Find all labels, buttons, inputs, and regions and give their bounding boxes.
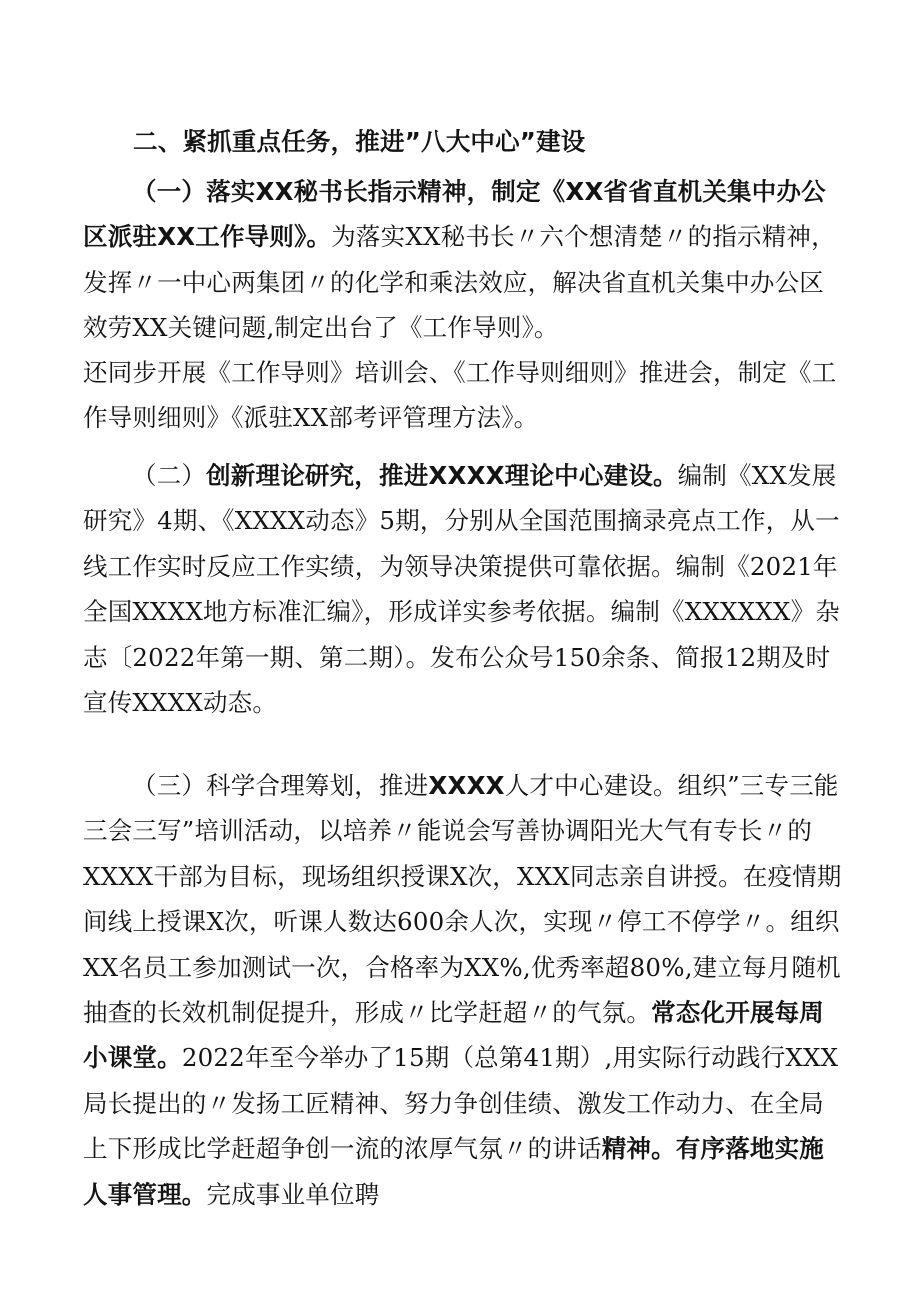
paragraph-body: 2022年至今举办了15期（总第41期）,用实际行动践行XXX局长提出的〃发扬工匠精神、努力争创佳绩、激发工作动力、在全局上下形成比学赶超争创一流的浓厚气氛〃的讲话 [83,1043,839,1164]
paragraph-lead-bold: 创新理论研究，推进XXXX理论中心建设。 [206,461,678,490]
paragraph-bold-fragment: 精神。有序落地实施人事管理。 [83,1134,825,1209]
paragraph-body: 人才中心建设。组织”三专三能三会三写”培训活动，以培养〃能说会写善协调阳光大气有专长〃的XXXX干部为目标，现场组织授课X次，XXX同志亲自讲授。在疫情期间线上授课X次，听课人数达600余人次，实现〃停工不停学〃。组织XX名员工参加测试一次，合格率为XX%,优秀率超80%,建立每月随机抽查的长效机制促提升，形成〃比学赶超〃的气氛。 [83,771,842,1028]
paragraph-talent-center [83,763,845,1217]
paragraph-lead-bold: （一）落实XX秘书长指示精神，制定《XX省省直机关集中办公区派驻XX工作导则》。 [83,177,826,252]
paragraph-theory-center [83,453,845,725]
section-heading: 二、紧抓重点任务，推进”八大中心”建设 [133,127,586,156]
paragraph-body: 完成事业单位聘 [206,1179,380,1209]
paragraph-bold-fragment: XXXX [428,771,505,800]
paragraph-bold-fragment: 常态化开展每周小课堂。 [83,998,825,1073]
paragraph-body: 为落实XX秘书长〃六个想清楚〃的指示精神，发挥〃一中心两集团〃的化学和乘法效应，解决省直机关集中办公区效劳XX关键问题,制定出台了《工作导则》。 [83,222,836,343]
paragraph-body: 编制《XX发展研究》4期、《XXXX动态》5期，分别从全国范围摘录亮点工作，从一线工作实时反应工作实绩，为领导决策提供可靠依据。编制《2021年全国XXXX地方标准汇编》，形成详实参考依据。编制《XXXXXX》杂志〔2022年第一期、第二期）。发布公众号150余条、简报12期及时宣传XXXX动态。 [83,461,840,718]
paragraph-guideline-continued: 还同步开展《工作导则》培训会、《工作导则细则》推进会，制定《工作导则细则》《派驻XX部考评管理方法》。 [83,358,837,433]
paragraph-number: （三）科学合理筹划，推进 [132,771,429,800]
paragraph-number: （二） [132,461,207,490]
paragraph-guideline [83,169,845,351]
